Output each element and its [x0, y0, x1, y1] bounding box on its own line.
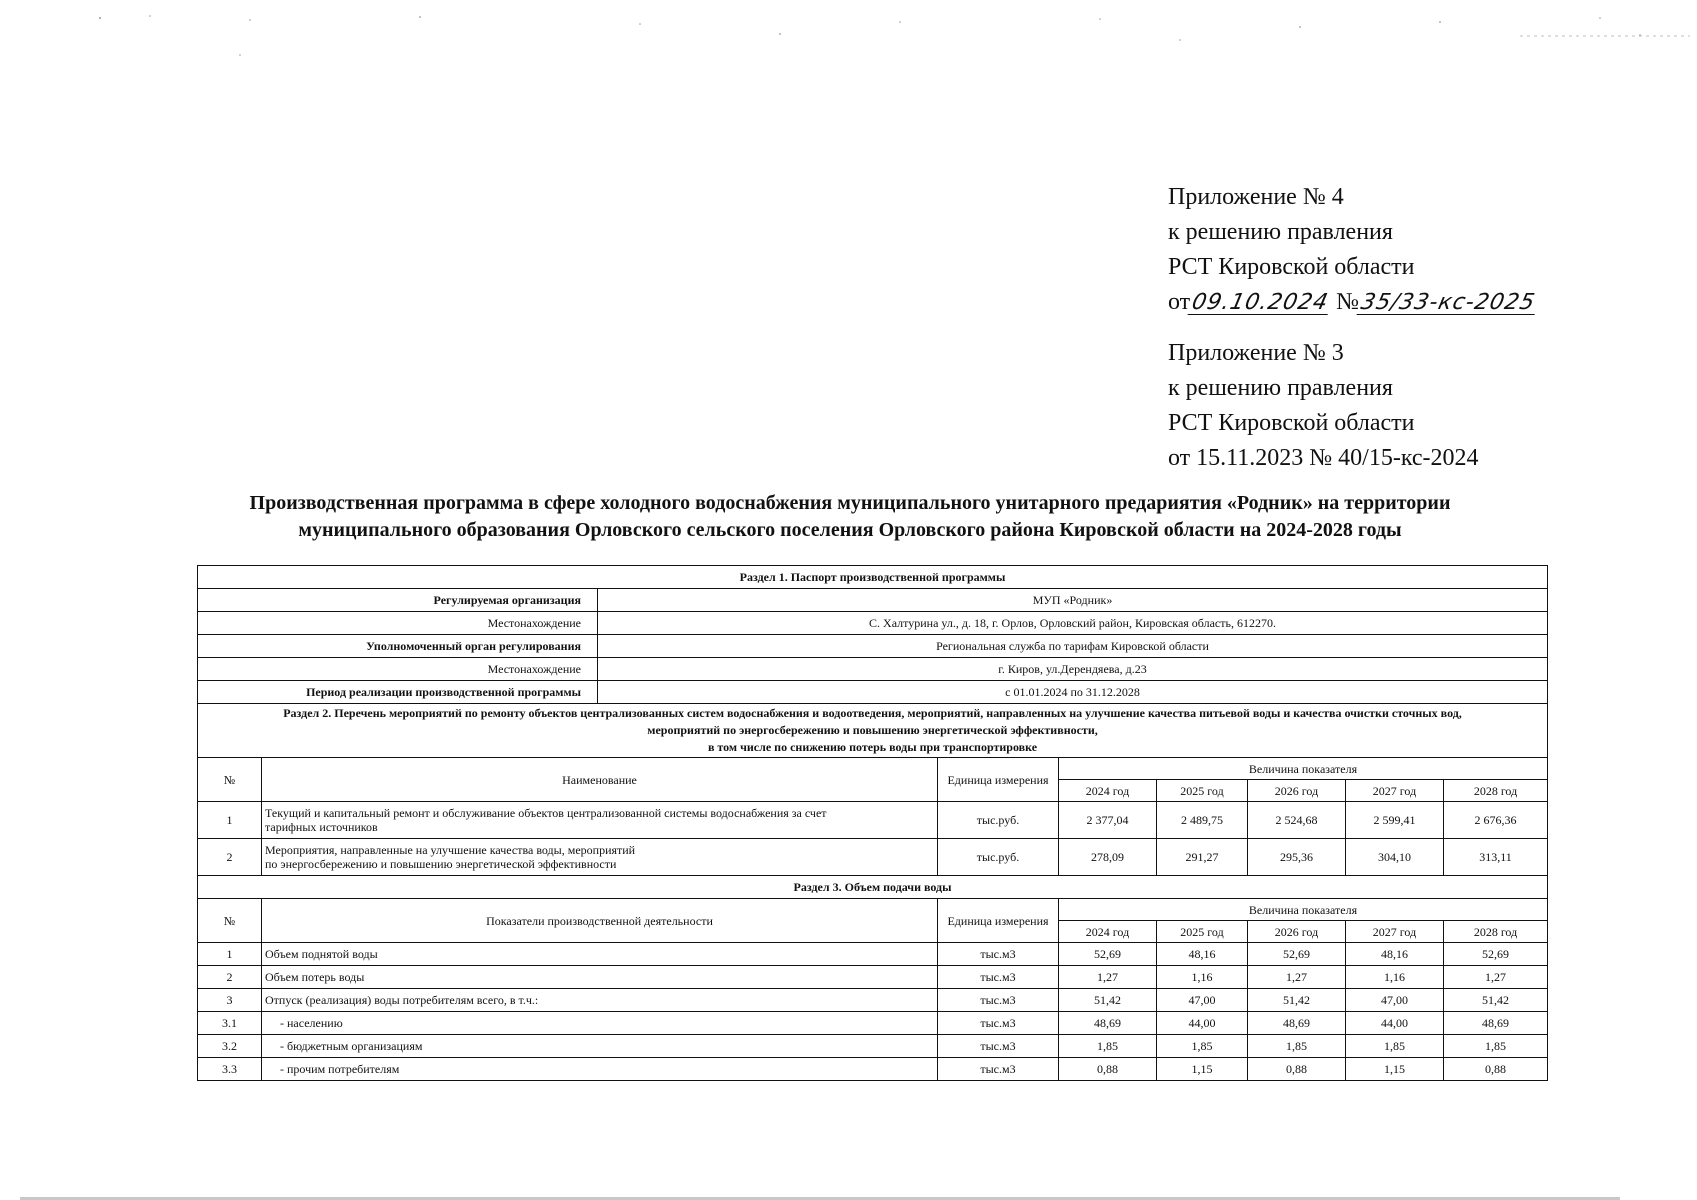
- row-value: 304,10: [1346, 839, 1444, 876]
- row-value: 2 676,36: [1444, 802, 1548, 839]
- row-unit: тыс.руб.: [938, 839, 1059, 876]
- row-value: 295,36: [1248, 839, 1346, 876]
- col-number-header: №: [198, 899, 262, 943]
- table-row: [198, 802, 1548, 839]
- section3-heading: Раздел 3. Объем подачи воды: [198, 876, 1548, 899]
- row-value: 48,69: [1248, 1012, 1346, 1035]
- scan-noise-decoration: [0, 0, 1697, 60]
- table-row: [198, 839, 1548, 876]
- row-name: - бюджетным организациям: [262, 1035, 938, 1058]
- col-name-header: Показатели производственной деятельности: [262, 899, 938, 943]
- passport-label: Регулируемая организация: [198, 589, 598, 612]
- row-value: 48,69: [1444, 1012, 1548, 1035]
- appendix-current-line-1: Приложение № 4: [1168, 184, 1344, 210]
- section3-heading-row: [198, 876, 1548, 899]
- row-name-line-1: Текущий и капитальный ремонт и обслуживание объектов централизованной системы водоснабжения за счет: [265, 806, 827, 820]
- year-header: 2027 год: [1346, 780, 1444, 802]
- row-name: - прочим потребителям: [262, 1058, 938, 1081]
- passport-label: Местонахождение: [198, 612, 598, 635]
- passport-value: МУП «Родник»: [598, 589, 1548, 612]
- row-value: 48,16: [1157, 943, 1248, 966]
- row-value: 1,85: [1444, 1035, 1548, 1058]
- appendix-previous-line-1: Приложение № 3: [1168, 340, 1344, 366]
- passport-value: Региональная служба по тарифам Кировской области: [598, 635, 1548, 658]
- row-name: Отпуск (реализация) воды потребителям всего, в т.ч.:: [262, 989, 938, 1012]
- appendix-current-line-2: к решению правления: [1168, 219, 1393, 245]
- row-value: 47,00: [1157, 989, 1248, 1012]
- col-value-header: Величина показателя: [1059, 899, 1548, 921]
- col-name-header: Наименование: [262, 758, 938, 802]
- year-header: 2028 год: [1444, 921, 1548, 943]
- table-row: [198, 943, 1548, 966]
- row-value: 1,15: [1346, 1058, 1444, 1081]
- section1-heading: Раздел 1. Паспорт производственной программы: [198, 566, 1548, 589]
- row-value: 44,00: [1346, 1012, 1444, 1035]
- passport-row: [198, 635, 1548, 658]
- row-value: 44,00: [1157, 1012, 1248, 1035]
- row-name-line-2: тарифных источников: [265, 820, 378, 834]
- row-number: 3.3: [198, 1058, 262, 1081]
- row-number: 2: [198, 966, 262, 989]
- appendix-current-from-prefix: от: [1168, 289, 1191, 315]
- section2-heading-line-3: в том числе по снижению потерь воды при транспортировке: [707, 740, 1038, 754]
- year-header: 2026 год: [1248, 780, 1346, 802]
- section1-heading-row: [198, 566, 1548, 589]
- program-table-wrapper: [197, 565, 1547, 1081]
- appendix-previous-line-4: от 15.11.2023 № 40/15-кс-2024: [1168, 445, 1479, 471]
- row-number: 3.1: [198, 1012, 262, 1035]
- row-value: 51,42: [1059, 989, 1157, 1012]
- year-header: 2026 год: [1248, 921, 1346, 943]
- col-unit-header: Единица измерения: [938, 758, 1059, 802]
- year-header: 2024 год: [1059, 921, 1157, 943]
- passport-label: Местонахождение: [198, 658, 598, 681]
- row-number: 2: [198, 839, 262, 876]
- row-value: 0,88: [1248, 1058, 1346, 1081]
- row-unit: тыс.м3: [938, 1012, 1059, 1035]
- row-value: 1,85: [1248, 1035, 1346, 1058]
- row-value: 1,27: [1248, 966, 1346, 989]
- table-row: [198, 966, 1548, 989]
- appendix-current-block: [1168, 180, 1537, 320]
- table-row: [198, 1058, 1548, 1081]
- row-value: 0,88: [1444, 1058, 1548, 1081]
- row-unit: тыс.м3: [938, 1035, 1059, 1058]
- row-value: 1,27: [1059, 966, 1157, 989]
- passport-row: [198, 658, 1548, 681]
- row-value: 1,27: [1444, 966, 1548, 989]
- passport-row: [198, 681, 1548, 704]
- row-value: 1,85: [1157, 1035, 1248, 1058]
- section2-heading-line-2: мероприятий по энергосбережению и повышению энергетической эффективности,: [647, 723, 1098, 737]
- row-unit: тыс.руб.: [938, 802, 1059, 839]
- appendix-previous-line-2: к решению правления: [1168, 375, 1393, 401]
- row-value: 1,85: [1059, 1035, 1157, 1058]
- row-value: 2 489,75: [1157, 802, 1248, 839]
- row-unit: тыс.м3: [938, 943, 1059, 966]
- col-number-header: №: [198, 758, 262, 802]
- passport-value: С. Халтурина ул., д. 18, г. Орлов, Орловский район, Кировская область, 612270.: [598, 612, 1548, 635]
- row-value: 48,69: [1059, 1012, 1157, 1035]
- row-name: [262, 839, 938, 876]
- document-title-line-1: Производственная программа в сфере холодного водоснабжения муниципального унитарного предариятия «Родник» на территории: [249, 492, 1451, 514]
- row-value: 52,69: [1444, 943, 1548, 966]
- row-unit: тыс.м3: [938, 1058, 1059, 1081]
- row-value: 1,85: [1346, 1035, 1444, 1058]
- year-header: 2025 год: [1157, 921, 1248, 943]
- row-value: 48,16: [1346, 943, 1444, 966]
- row-value: 291,27: [1157, 839, 1248, 876]
- col-value-header: Величина показателя: [1059, 758, 1548, 780]
- year-header: 2025 год: [1157, 780, 1248, 802]
- passport-value: г. Киров, ул.Дерендяева, д.23: [598, 658, 1548, 681]
- row-value: 0,88: [1059, 1058, 1157, 1081]
- passport-row: [198, 612, 1548, 635]
- row-value: 1,16: [1157, 966, 1248, 989]
- row-number: 3: [198, 989, 262, 1012]
- year-header: 2024 год: [1059, 780, 1157, 802]
- row-value: 51,42: [1248, 989, 1346, 1012]
- document-title: [150, 490, 1550, 544]
- row-value: 1,15: [1157, 1058, 1248, 1081]
- section2-heading: [198, 704, 1548, 758]
- row-unit: тыс.м3: [938, 966, 1059, 989]
- row-value: 52,69: [1248, 943, 1346, 966]
- row-value: 2 377,04: [1059, 802, 1157, 839]
- row-value: 47,00: [1346, 989, 1444, 1012]
- table-row: [198, 1012, 1548, 1035]
- row-name-line-1: Мероприятия, направленные на улучшение качества воды, мероприятий: [265, 843, 636, 857]
- row-value: 278,09: [1059, 839, 1157, 876]
- program-table: [197, 565, 1548, 1081]
- row-number: 1: [198, 943, 262, 966]
- appendix-previous-line-3: РСТ Кировской области: [1168, 410, 1415, 436]
- appendix-current-line-4: [1168, 285, 1537, 320]
- appendix-current-number-prefix: №: [1336, 289, 1360, 315]
- table-row: [198, 989, 1548, 1012]
- col-unit-header: Единица измерения: [938, 899, 1059, 943]
- section3-header-row: [198, 899, 1548, 921]
- row-name-line-2: по энергосбережению и повышению энергетической эффективности: [265, 857, 617, 871]
- row-value: 313,11: [1444, 839, 1548, 876]
- passport-value: с 01.01.2024 по 31.12.2028: [598, 681, 1548, 704]
- row-name: [262, 802, 938, 839]
- appendix-previous-block: [1168, 336, 1479, 476]
- row-value: 1,16: [1346, 966, 1444, 989]
- document-title-line-2: муниципального образования Орловского сельского поселения Орловского района Кировской области на 2024-2028 годы: [298, 519, 1402, 541]
- row-number: 1: [198, 802, 262, 839]
- row-name: Объем поднятой воды: [262, 943, 938, 966]
- row-value: 51,42: [1444, 989, 1548, 1012]
- row-name: Объем потерь воды: [262, 966, 938, 989]
- handwritten-number: 35/33-кс-2025: [1358, 290, 1538, 315]
- year-header: 2027 год: [1346, 921, 1444, 943]
- row-value: 52,69: [1059, 943, 1157, 966]
- handwritten-date: 09.10.2024: [1189, 290, 1332, 315]
- passport-label: Уполномоченный орган регулирования: [198, 635, 598, 658]
- table-row: [198, 1035, 1548, 1058]
- section2-header-row: [198, 758, 1548, 780]
- passport-row: [198, 589, 1548, 612]
- row-name: - населению: [262, 1012, 938, 1035]
- section2-heading-line-1: Раздел 2. Перечень мероприятий по ремонту объектов централизованных систем водоснабжения и водоотведения, мероприятий, направленных на улучшение качества питьевой воды и качества очистки сточных вод,: [283, 706, 1462, 720]
- year-header: 2028 год: [1444, 780, 1548, 802]
- row-value: 2 524,68: [1248, 802, 1346, 839]
- row-unit: тыс.м3: [938, 989, 1059, 1012]
- passport-label: Период реализации производственной программы: [198, 681, 598, 704]
- row-value: 2 599,41: [1346, 802, 1444, 839]
- section2-heading-row: [198, 704, 1548, 758]
- row-number: 3.2: [198, 1035, 262, 1058]
- appendix-current-line-3: РСТ Кировской области: [1168, 254, 1415, 280]
